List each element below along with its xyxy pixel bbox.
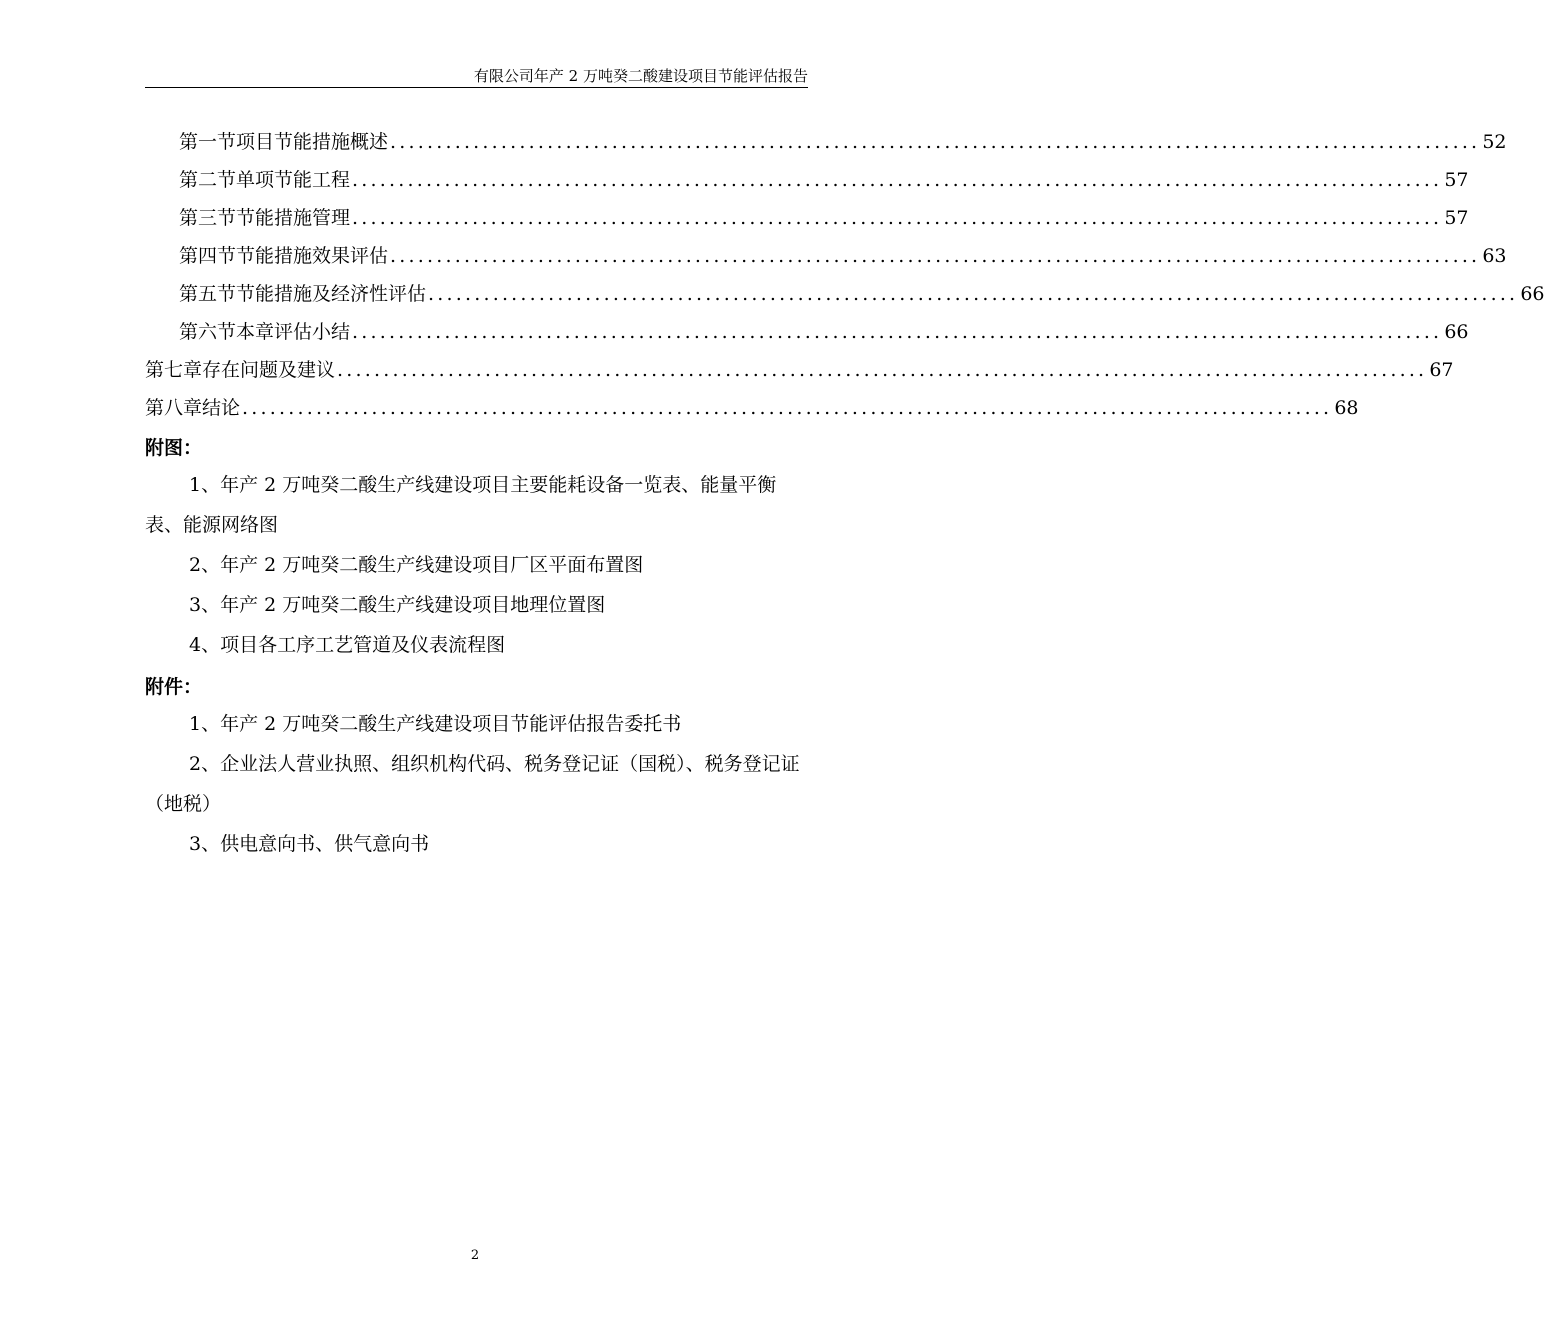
figure-item-1: 1、年产 2 万吨癸二酸生产线建设项目主要能耗设备一览表、能量平衡表、能源网络图 xyxy=(145,474,777,536)
toc-entry-title: 结论 xyxy=(202,397,241,419)
toc-entry-title: 节能措施管理 xyxy=(236,207,351,229)
toc-entry-number: 第五节 xyxy=(179,283,237,305)
toc-entry-chapter-8[interactable] xyxy=(145,389,1359,427)
toc-entry-number: 第一节 xyxy=(179,131,237,153)
toc-entry-number: 第二节 xyxy=(179,169,237,191)
toc-entry-page: 57 xyxy=(1444,169,1469,191)
toc-entry-number: 第八章 xyxy=(145,397,203,419)
toc-entry-title: 项目节能措施概述 xyxy=(236,131,389,153)
figure-item-4: 4、项目各工序工艺管道及仪表流程图 xyxy=(189,634,506,656)
toc-dot-leader: ...................................................................................................................... xyxy=(352,321,1443,343)
toc-dot-leader: ...................................................................................................................... xyxy=(390,245,1481,267)
figure-item-2: 2、年产 2 万吨癸二酸生产线建设项目厂区平面布置图 xyxy=(189,554,644,576)
attachments-heading: 附件： xyxy=(145,676,203,698)
toc-dot-leader: ...................................................................................................................... xyxy=(390,131,1481,153)
page-number: 2 xyxy=(470,1248,480,1263)
toc-entry-title: 单项节能工程 xyxy=(236,169,351,191)
toc-dot-leader: ...................................................................................................................... xyxy=(352,169,1443,191)
toc-entry-number: 第六节 xyxy=(179,321,237,343)
toc-entry-number: 第七章 xyxy=(145,359,203,381)
toc-entry-section-3[interactable] xyxy=(145,199,1469,237)
toc-entry-page: 66 xyxy=(1444,321,1469,343)
toc-entry-number: 第四节 xyxy=(179,245,237,267)
toc-entry-page: 68 xyxy=(1334,397,1359,419)
toc-entry-section-1[interactable] xyxy=(145,123,1507,161)
toc-entry-title: 节能措施及经济性评估 xyxy=(236,283,427,305)
running-header: 有限公司年产 2 万吨癸二酸建设项目节能评估报告 xyxy=(473,67,808,85)
table-of-contents xyxy=(145,123,1545,427)
toc-entry-section-2[interactable] xyxy=(145,161,1469,199)
toc-entry-section-5[interactable] xyxy=(145,275,1545,313)
toc-entry-title: 存在问题及建议 xyxy=(202,359,336,381)
attachment-item-3: 3、供电意向书、供气意向书 xyxy=(189,833,430,855)
toc-entry-page: 52 xyxy=(1482,131,1507,153)
figures-section xyxy=(145,431,809,665)
header-rule xyxy=(145,87,808,88)
figure-item-3: 3、年产 2 万吨癸二酸生产线建设项目地理位置图 xyxy=(189,594,606,616)
attachments-section xyxy=(145,670,809,864)
toc-entry-page: 63 xyxy=(1482,245,1507,267)
toc-dot-leader: ...................................................................................................................... xyxy=(337,359,1428,381)
toc-entry-page: 57 xyxy=(1444,207,1469,229)
toc-dot-leader: ...................................................................................................................... xyxy=(352,207,1443,229)
toc-entry-section-6[interactable] xyxy=(145,313,1469,351)
figures-heading: 附图： xyxy=(145,437,203,459)
attachment-item-2: 2、企业法人营业执照、组织机构代码、税务登记证（国税）、税务登记证（地税） xyxy=(145,753,800,815)
toc-entry-number: 第三节 xyxy=(179,207,237,229)
toc-entry-chapter-7[interactable] xyxy=(145,351,1454,389)
toc-entry-page: 66 xyxy=(1520,283,1545,305)
toc-entry-title: 节能措施效果评估 xyxy=(236,245,389,267)
toc-dot-leader: ...................................................................................................................... xyxy=(242,397,1333,419)
toc-dot-leader: ...................................................................................................................... xyxy=(428,283,1519,305)
toc-entry-section-4[interactable] xyxy=(145,237,1507,275)
attachment-item-1: 1、年产 2 万吨癸二酸生产线建设项目节能评估报告委托书 xyxy=(189,713,682,735)
toc-entry-title: 本章评估小结 xyxy=(236,321,351,343)
toc-entry-page: 67 xyxy=(1429,359,1454,381)
